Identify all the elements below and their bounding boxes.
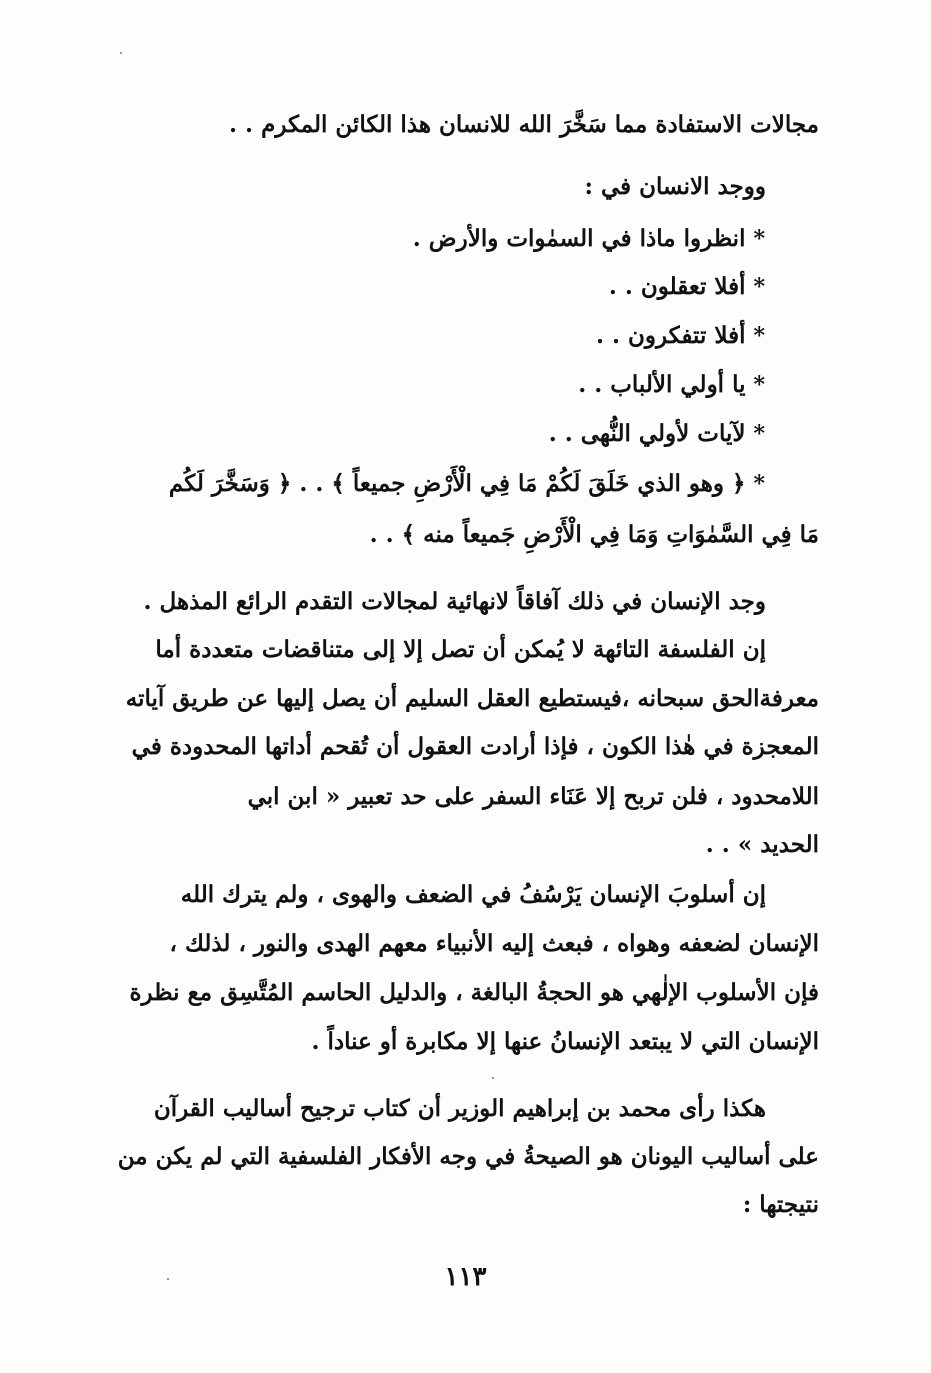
- page-number: ١١٣: [444, 1262, 487, 1292]
- bullet-text: أفلا تعقلون . .: [608, 273, 746, 300]
- bullet-item: [549, 417, 765, 451]
- bullet-item: [578, 368, 765, 402]
- intro-line-2: ووجد الانسان في :: [584, 173, 766, 200]
- scan-speck: [120, 52, 122, 54]
- bullet-marker: *: [753, 274, 765, 300]
- paragraph-4-line-3: نتيجتها :: [742, 1191, 819, 1218]
- paragraph-3-line-3: فإن الأسلوب الإلٰهي هو الحجةُ البالغة ، والدليل الحاسم المُتَّسِق مع نظرة: [129, 979, 819, 1006]
- bullet-marker: *: [753, 323, 765, 349]
- bullet-marker: *: [753, 226, 765, 252]
- bullet-text: أفلا تتفكرون . .: [595, 322, 746, 349]
- paragraph-4-line-2: على أساليب اليونان هو الصيحةُ في وجه الأفكار الفلسفية التي لم يكن من: [117, 1143, 819, 1170]
- bullet-marker: *: [753, 421, 765, 447]
- paragraph-3-line-2: الإنسان لضعفه وهواه ، فبعث إليه الأنبياء معهم الهدى والنور ، لذلك ،: [169, 930, 819, 957]
- scan-speck: [492, 1077, 494, 1079]
- scan-speck: [167, 1278, 169, 1280]
- bullet-item: [596, 319, 765, 353]
- paragraph-2-line-3: المعجزة في هٰذا الكون ، فإذا أرادت العقول أن تُقحم أداتها المحدودة في: [131, 733, 819, 760]
- intro-line-1: مجالات الاستفادة مما سَخَّرَ الله للانسان هذا الكائن المكرم . .: [229, 111, 819, 138]
- paragraph-2-line-5: الحديد » . .: [705, 831, 819, 858]
- bullet-item: [609, 270, 765, 304]
- bullet-item: [413, 222, 765, 256]
- bullet-text: يا أولي الألباب . .: [578, 371, 746, 398]
- bullet-marker: *: [753, 372, 765, 398]
- paragraph-1-line-1: وجد الإنسان في ذلك آفاقاً لانهائية لمجالات التقدم الرائع المذهل .: [143, 588, 766, 615]
- paragraph-2-line-4: اللامحدود ، فلن تربح إلا عَنَاء السفر على حد تعبير « ابن ابي: [247, 783, 819, 810]
- paragraph-2-line-2: معرفةالحق سبحانه ،فيستطيع العقل السليم أن يصل إليها عن طريق آياته: [125, 685, 819, 712]
- paragraph-4-line-1: هكذا رأى محمد بن إبراهيم الوزير أن كتاب ترجيح أساليب القرآن: [153, 1095, 766, 1122]
- bullet-text: لآيات لأولي النُّهى . .: [548, 420, 746, 447]
- bullet-item: [169, 467, 765, 501]
- bullet-text: انظروا ماذا في السمٰوات والأرض .: [412, 225, 746, 252]
- paragraph-2-line-1: إن الفلسفة التائهة لا يُمكن أن تصل إلا إلى متناقضات متعددة أما: [155, 636, 766, 663]
- bullet-text: ﴿ وهو الذي خَلَقَ لَكُمْ مَا فِي الْأَرْضِ جميعاً ﴾ . . ﴿ وَسَخَّرَ لَكُم: [168, 470, 746, 497]
- bullet-marker: *: [753, 471, 765, 497]
- paragraph-3-line-1: إن أسلوبَ الإنسان يَرْسُفُ في الضعف والهوى ، ولم يترك الله: [180, 881, 766, 908]
- bullet-continuation: مَا فِي السَّمٰوَاتِ وَمَا فِي الْأَرْضِ جَميعاً منه ﴾ . .: [369, 521, 819, 548]
- paragraph-3-line-4: الإنسان التي لا يبتعد الإنسانُ عنها إلا مكابرة أو عناداً .: [311, 1028, 819, 1055]
